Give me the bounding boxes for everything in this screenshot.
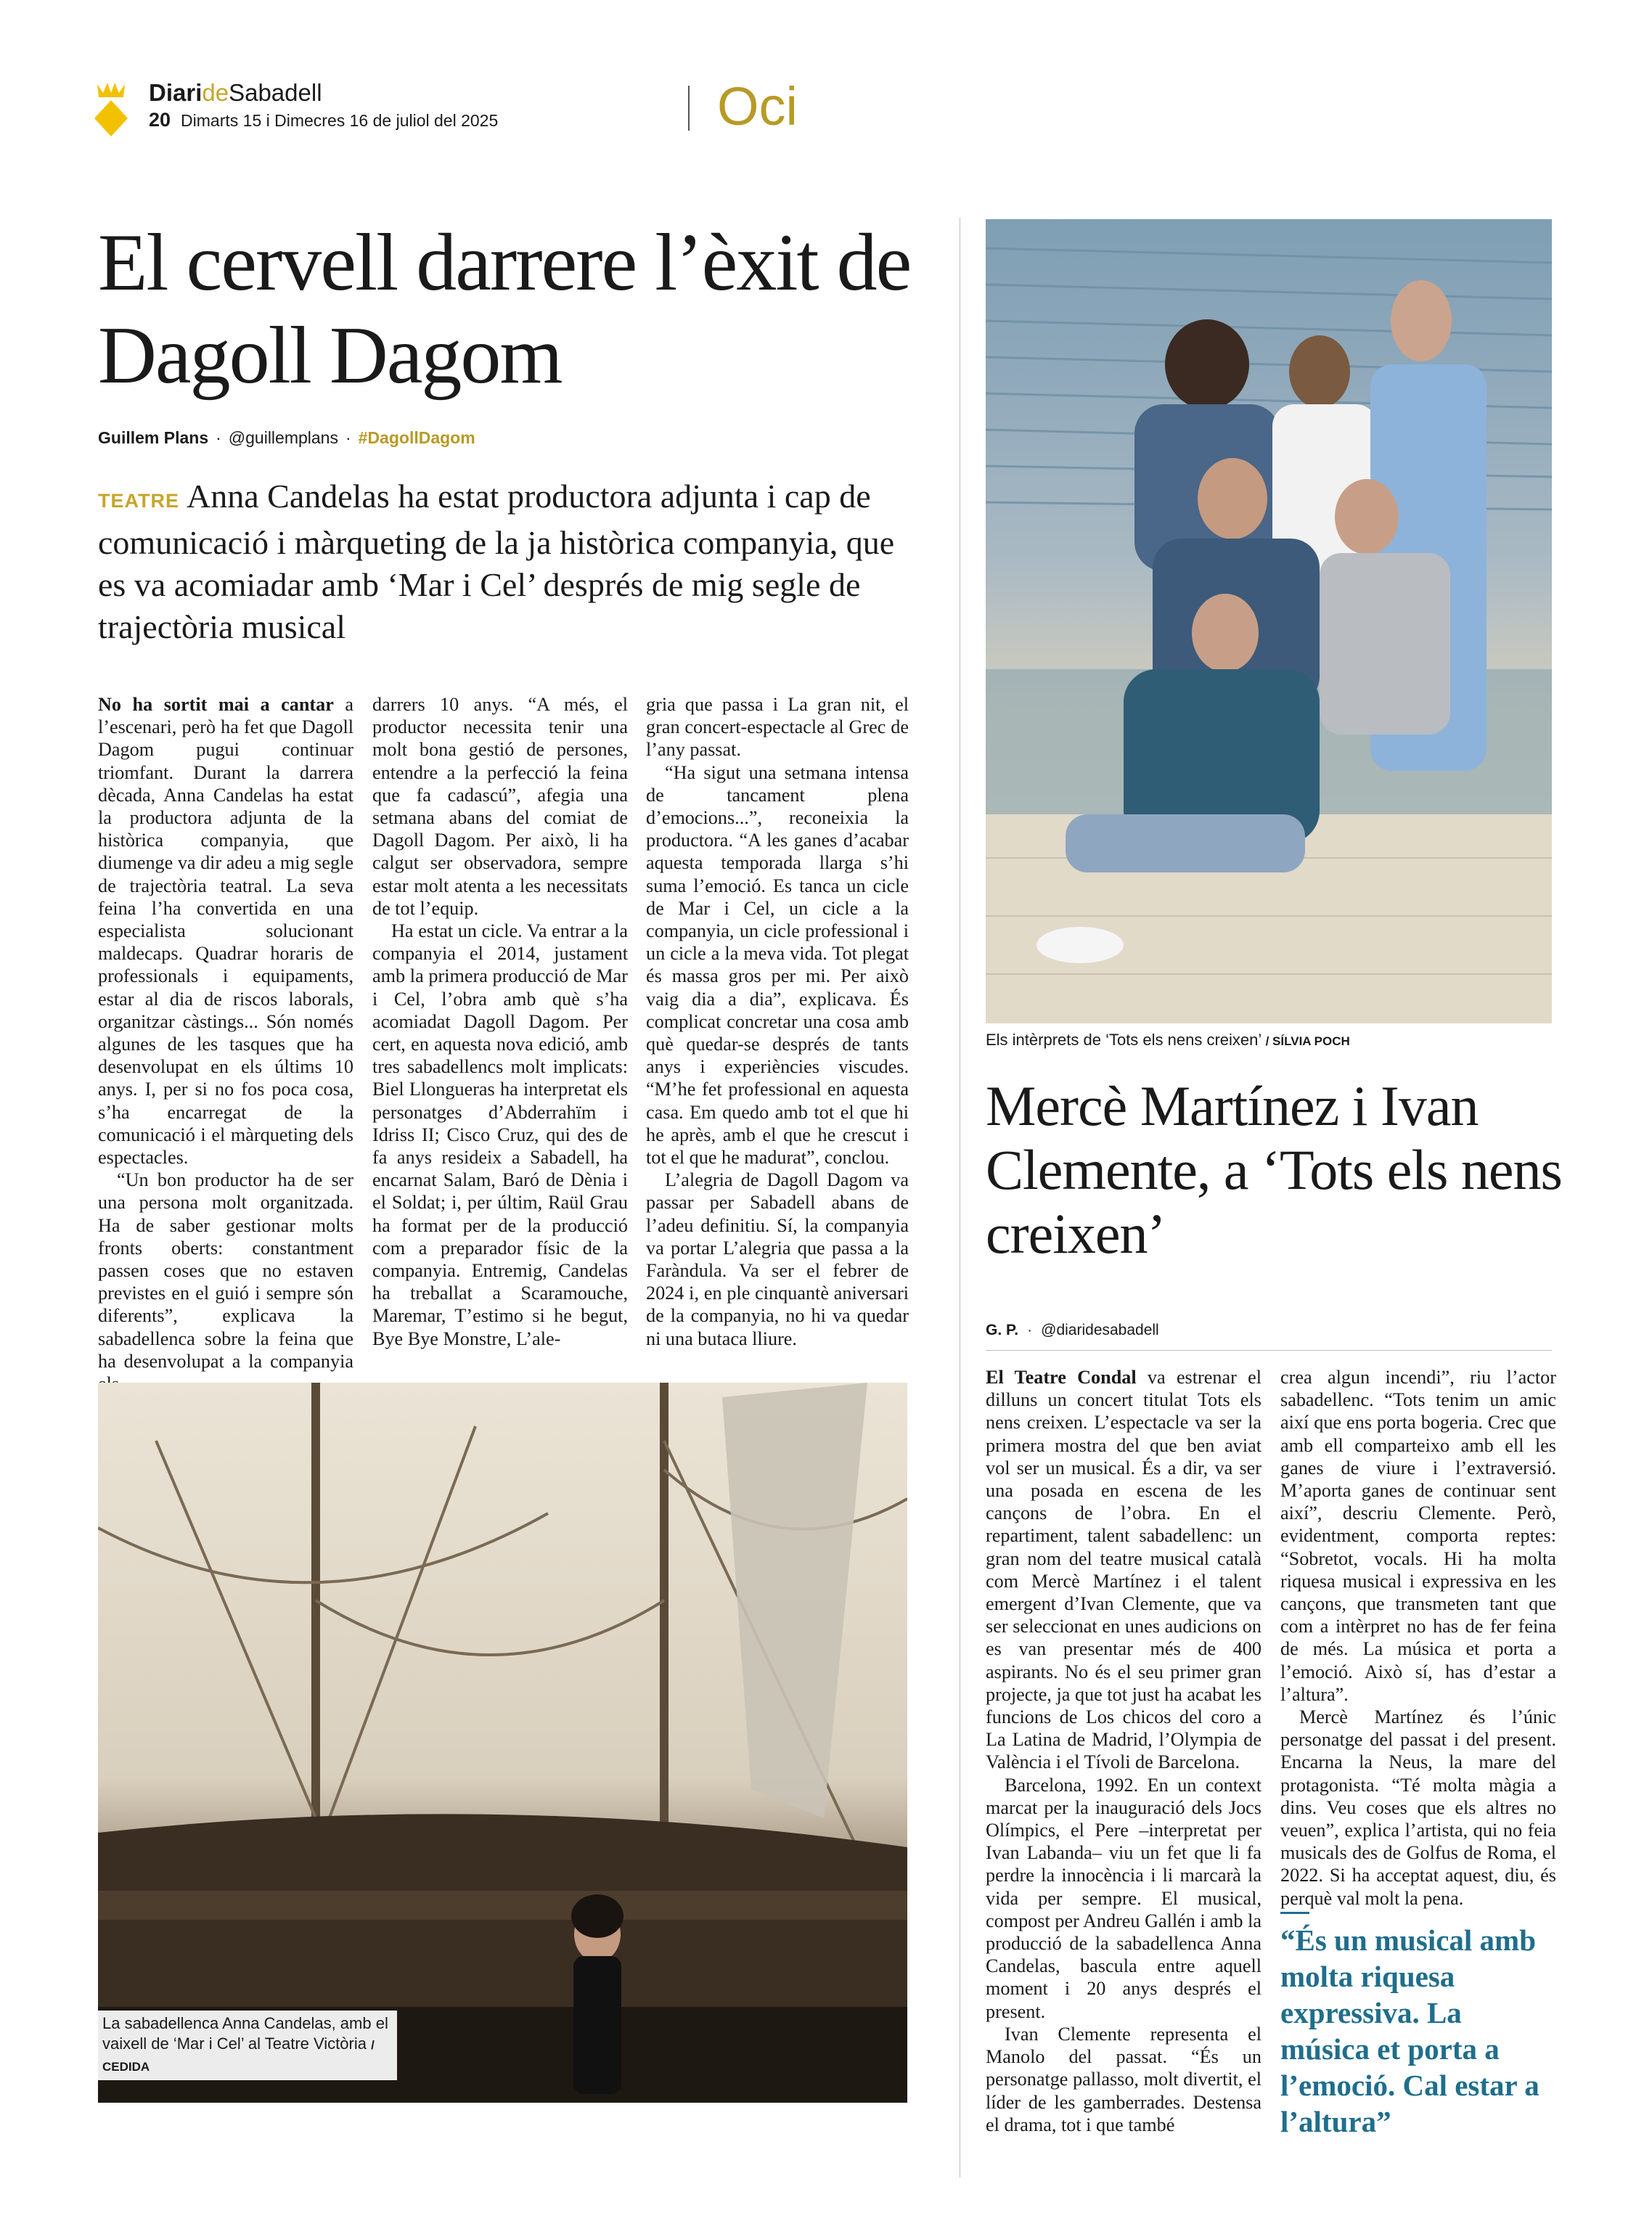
- dek-text: Anna Candelas ha estat productora adjunta i cap de comunicació i màrqueting de la ja històrica companyia, que es va acomiadar amb ‘Mar i Cel’ després de mig segle de trajectòria musical: [98, 478, 895, 645]
- paragraph: Ivan Clemente representa el Manolo del passat. “És un personatge pallasso, molt divertit, el líder de les gamberrades. Destensa el drama, tot i que també: [986, 2023, 1262, 2135]
- byline-author: G. P.: [986, 1322, 1019, 1338]
- page-number: 20: [149, 109, 171, 131]
- pullquote-rule: [1280, 1912, 1309, 1914]
- lead-in: El Teatre Condal: [986, 1367, 1137, 1388]
- paragraph: “Ha sigut una setmana intensa de tancament plena d’emocions...”, reconeixia la productora. “A les ganes d’acabar aquesta temporada llarga s’hi suma l’emoció. Es tanca un cicle de Mar i Cel, un cicle a la companyia, un cicle professional i un cicle a la meva vida. Tot plegat és massa gros per mi. Per això vaig dia a dia”, explicava. És complicat concretar una cosa amb què quedar-se després de tants anys i experiències viscudes. “M’he fet professional en aquesta casa. Em quedo amb tot el que hi he après, amb el que he crescut i tot el que he madurat”, conclou.: [646, 761, 909, 1169]
- dek-label: TEATRE: [98, 490, 179, 512]
- brand-main: Diari: [149, 79, 203, 106]
- paragraph: L’alegria de Dagoll Dagom va passar per Sabadell abans de l’adeu definitiu. Sí, la companyia va portar L’alegria que passa a la Faràndula. Va ser el febrer de 2024 i, en ple cinquantè aniversari de la companyia, no hi va quedar ni una butaca lliure.: [646, 1169, 909, 1349]
- caption-credit: / CEDIDA: [102, 2038, 375, 2074]
- issue-date: Dimarts 15 i Dimecres 16 de juliol del 2025: [181, 111, 499, 130]
- byline-handle[interactable]: @diaridesabadell: [1041, 1322, 1159, 1338]
- lead-in: No ha sortit mai a cantar: [98, 694, 334, 715]
- paragraph: gria que passa i La gran nit, el gran concert-espectacle al Grec de l’any passat.: [646, 694, 909, 761]
- caption-credit: / SÍLVIA POCH: [1265, 1034, 1350, 1048]
- paragraph: “Un bon productor ha de ser una persona molt organitzada. Ha de saber gestionar molts fronts oberts: constantment passen coses que no estaven previstes en el guió i sempre són diferents”, explicava la sabadellenca sobre la feina que ha desenvolupat a la companyia: [98, 1169, 353, 1372]
- paragraph-text: a l’escenari, però ha fet que Dagoll Dagom pugui continuar triomfant. Durant la darrera dècada, Anna Candelas ha estat la productora adjunta de la històrica companyia, que diumenge va dir adeu a mig segle de trajectòria teatral. La seva feina l’ha convertida en una especialista solucionant maldecaps. Quadrar horaris de professionals i equipaments, estar al dia de riscos laborals, organitzar càstings... Són només algunes de les tasques que ha desenvolupat en els últims 10 anys. I, per si no fos poca cosa, s’ha encarregat de la comunicació i el màrqueting dels espectacles.: [98, 694, 353, 1169]
- second-column-1: [986, 1366, 1262, 2136]
- byline-hashtag[interactable]: #DagollDagom: [358, 428, 475, 447]
- paragraph: [986, 1366, 1262, 1774]
- paragraph: Mercè Martínez és l’únic personatge del passat i del present. Encarna la Neus, la mare del protagonista. “Té molta màgia a dins. Veu coses que els altres no veuen”, explica l’artista, qui no feia musicals des de Golfus de Roma, el 2022. Si ha acceptat aquest, diu, és perquè val molt la pena.: [1280, 1706, 1556, 1909]
- main-column-3: [646, 693, 909, 1350]
- cast-photo-illustration: [986, 219, 1552, 1023]
- byline-rule: [986, 1350, 1552, 1351]
- section-title: Oci: [717, 76, 798, 136]
- brand-name[interactable]: [149, 78, 322, 107]
- ship-photo-caption: [98, 2011, 397, 2080]
- cast-photo-caption: [986, 1029, 1350, 1052]
- byline-handle[interactable]: @guillemplans: [228, 428, 338, 447]
- main-column-2: [372, 693, 628, 1350]
- paragraph: darrers 10 anys. “A més, el productor necessita tenir una molt bona gestió de persones, entendre a la perfecció la feina que fa cadascú”, afegia una setmana abans del comiat de Dagoll Dagom. Per això, li ha calgut ser observadora, sempre estar molt atenta a les necessitats de tot l’equip.: [372, 694, 628, 919]
- paragraph: crea algun incendi”, riu l’actor sabadellenc. “Tots tenim un amic així que ens porta bogeria. Crec que amb ell comparteixo amb ell les ganes de viure i l’extraversió. M’aporta ganes de continuar sent així”, descriu Clemente. Però, evidentment, comporta reptes: “Sobretot, vocals. Hi ha molta riquesa musical i expressiva en les cançons, que transmeten tant que com a intèrpret no has de fer feina de més. La música et porta a l’emoció. Això sí, has d’estar a l’altura”.: [1280, 1367, 1556, 1705]
- paragraph-text: va estrenar el dilluns un concert titulat Tots els nens creixen. L’espectacle va ser la primera mostra del que ben aviat vol ser un musical. És a dir, va ser una posada en escena de les cançons de l’obra. En el repartiment, talent sabadellenc: un gran nom del teatre musical català com Mercè Martínez i el talent emergent d’Ivan Clemente, que va ser seleccionat en unes audicions on es van presentar més de 400 aspirants. No és el seu primer gran projecte, ja que tot just ha acabat les funcions de Los chicos del coro a La Latina de Madrid, l’Olympia de València i el Tívoli de Barcelona.: [986, 1367, 1262, 1773]
- ship-photo-illustration: [98, 1383, 907, 2103]
- byline-author: Guillem Plans: [98, 428, 209, 447]
- main-byline: Guillem Plans · @guillemplans · #DagollDagom: [98, 428, 475, 447]
- paragraph: Ha estat un cicle. Va entrar a la companyia el 2014, justament amb la primera producció de Mar i Cel, l’obra amb què s’ha acomiadat Dagoll Dagom. Per cert, en aquesta nova edició, amb tres sabadellencs molt implicats: Biel Llongueras ha interpretat els personatges d’Abderrahïm i Idriss II; Cisco Cruz, qui des de fa anys resideix a Sabadell, ha encarnat Salam, Baró de Dènia i el Soldat; i, per últim, Raül Grau ha format per de la producció com a preparador físic de la companyia. Entremig, Candelas ha treballat a Scaramouche, Maremar, T’estimo si he begut, Bye Bye Monstre, L’ale-: [372, 920, 628, 1349]
- caption-text: La sabadellenca Anna Candelas, amb el vaixell de ‘Mar i Cel’ al Teatre Victòria: [102, 2014, 388, 2053]
- main-headline: El cervell darrere l’èxit de Dagoll Dagom: [98, 218, 911, 401]
- paragraph: Barcelona, 1992. En un context marcat per la inauguració dels Jocs Olímpics, el Pere –interpretat per Ivan Labanda– viu un fet que li fa perdre la innocència i li marcarà la vida per sempre. El musical, compost per Andreu Gallén i amb la producció de la sabadellenca Anna Candelas, bascula entre aquell moment i 20 anys després el present.: [986, 1774, 1262, 2022]
- second-column-2: [1280, 1366, 1556, 1910]
- pullquote: “És un musical amb molta riquesa expressiva. La música et porta a l’emoció. Cal estar a l’altura”: [1280, 1923, 1539, 2138]
- second-headline: Mercè Martínez i Ivan Clemente, a ‘Tots els nens creixen’: [986, 1074, 1562, 1265]
- folio: [149, 109, 498, 131]
- second-byline: G. P. · @diaridesabadell: [986, 1322, 1159, 1338]
- section-divider: [688, 86, 690, 131]
- main-dek: [98, 475, 911, 648]
- brand-city: Sabadell: [229, 79, 322, 106]
- diari-de-sabadell-logo-icon: [93, 78, 129, 136]
- paragraph: [98, 693, 353, 1169]
- brand-de: de: [202, 79, 229, 106]
- main-column-1: [98, 693, 353, 1395]
- cast-photo: [986, 219, 1552, 1023]
- caption-text: Els intèrprets de ‘Tots els nens creixen’: [986, 1031, 1262, 1049]
- ship-photo: [98, 1383, 907, 2103]
